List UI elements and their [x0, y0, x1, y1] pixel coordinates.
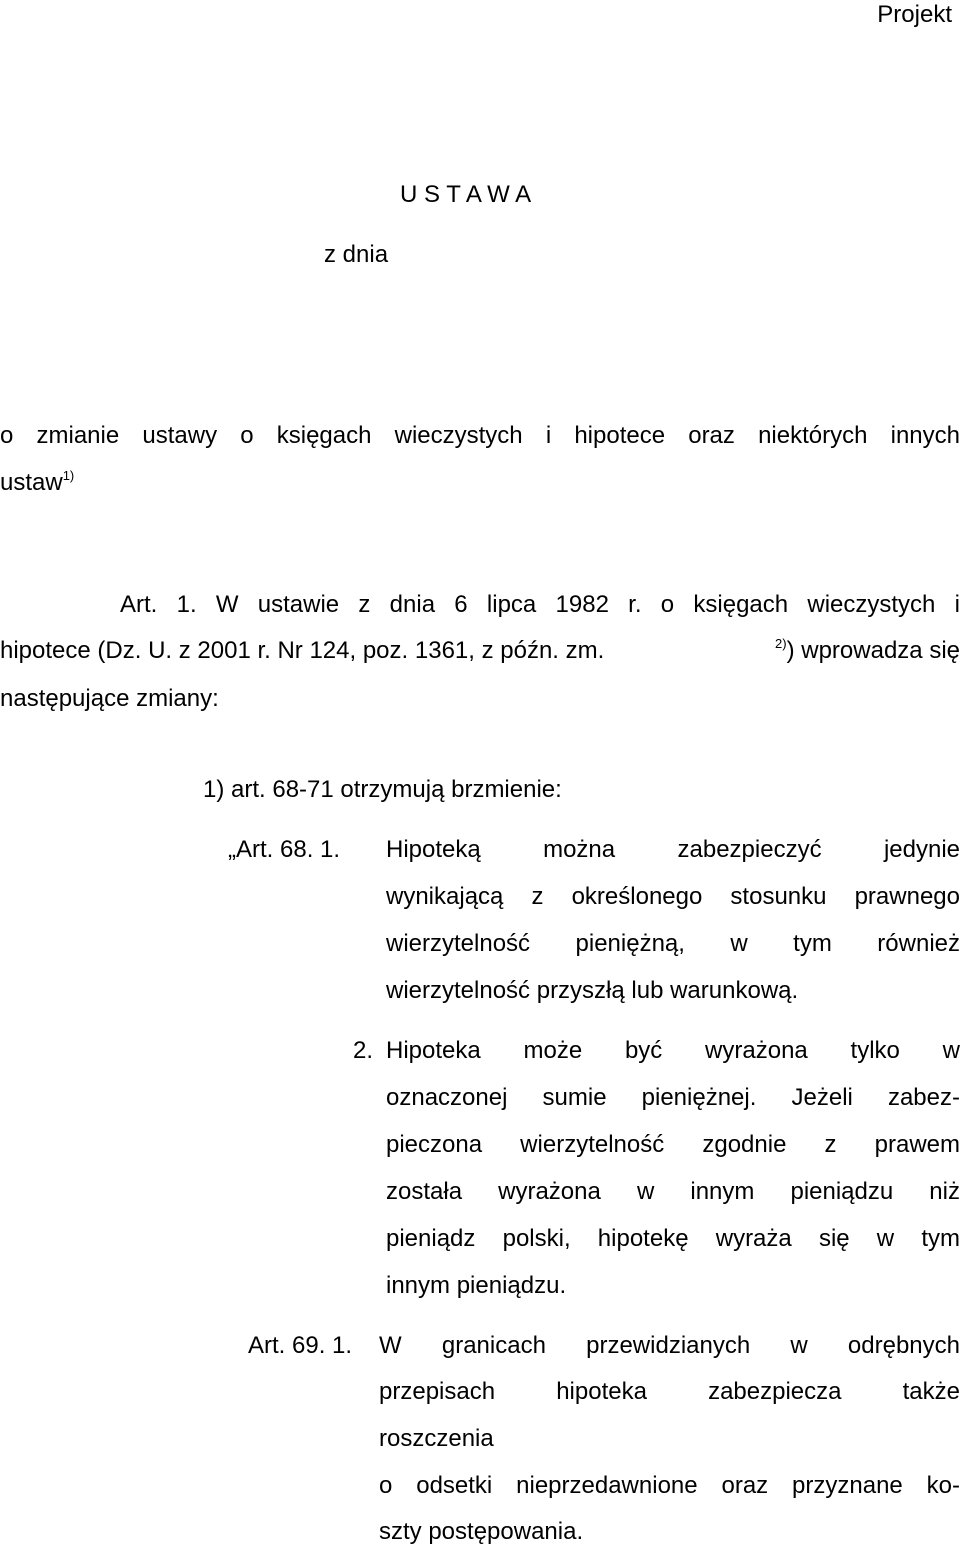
- subject-line-2: ustaw$^{1)}$: [0, 468, 75, 496]
- text-line: oznaczonej sumie pieniężnej. Jeżeli zabez-: [386, 1084, 960, 1111]
- text-line: przepisach hipoteka zabezpiecza także: [379, 1378, 960, 1405]
- art1-line-2: hipotece (Dz. U. z 2001 r. Nr 124, poz. 1361, z późn. zm. $^{2)}$) wprowadza się: [0, 636, 960, 664]
- act-heading: U S T A W A: [400, 181, 532, 208]
- subject-line-1: o zmianie ustawy o księgach wieczystych i hipotece oraz niektórych innych: [0, 422, 960, 449]
- art1-line-3: następujące zmiany:: [0, 685, 219, 712]
- text-line: wierzytelność pieniężną, w tym również: [386, 930, 960, 957]
- footnote-ref: 2): [775, 636, 787, 651]
- text-line: szty postępowania.: [379, 1518, 584, 1545]
- art69-label: Art. 69. 1.: [248, 1332, 353, 1359]
- text-line: pieniądz polski, hipotekę wyraża się w tym: [386, 1225, 960, 1252]
- art68-label: „Art. 68. 1.: [228, 836, 341, 863]
- art1-line-1: Art. 1. W ustawie z dnia 6 lipca 1982 r. o księgach wieczystych i: [120, 591, 960, 618]
- date-line: z dnia: [324, 241, 389, 268]
- text-line: została wyrażona w innym pieniądzu niż: [386, 1178, 960, 1205]
- text-line: roszczenia: [379, 1425, 494, 1452]
- art68-label-2: 2.: [353, 1037, 374, 1064]
- footnote-ref: 1): [62, 468, 75, 483]
- text-line: Hipoteką można zabezpieczyć jedynie: [386, 836, 960, 863]
- text-line: wynikającą z określonego stosunku prawnego: [386, 883, 960, 910]
- text-line: wierzytelność przyszłą lub warunkową.: [386, 977, 799, 1004]
- text-line: o odsetki nieprzedawnione oraz przyznane ko-: [379, 1472, 960, 1499]
- text-line: pieczona wierzytelność zgodnie z prawem: [386, 1131, 960, 1158]
- text-line: innym pieniądzu.: [386, 1272, 567, 1299]
- text-line: Hipoteka może być wyrażona tylko w: [386, 1037, 960, 1064]
- project-label: Projekt: [877, 1, 952, 28]
- point-1: 1) art. 68-71 otrzymują brzmienie:: [203, 776, 562, 803]
- text-line: W granicach przewidzianych w odrębnych: [379, 1332, 960, 1359]
